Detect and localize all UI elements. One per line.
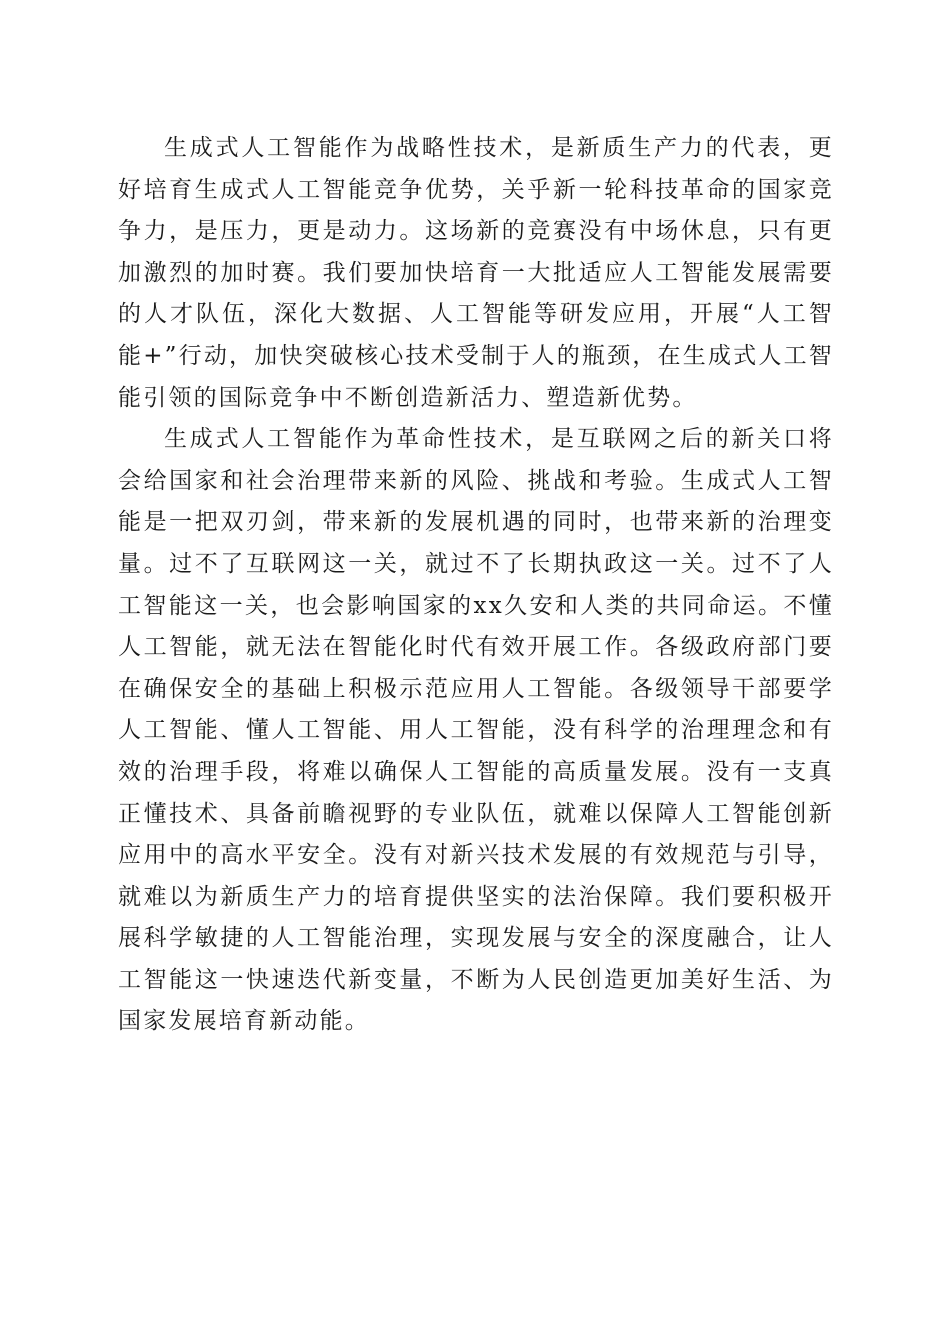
- paragraph-2: 生成式人工智能作为革命性技术，是互联网之后的新关口将会给国家和社会治理带来新的风险、挑战和考验。生成式人工智能是一把双刃剑，带来新的发展机遇的同时，也带来新的治理变量。过不了互联网这一关，就过不了长期执政这一关。过不了人工智能这一关，也会影响国家的xx久安和人类的共同命运。不懂人工智能，就无法在智能化时代有效开展工作。各级政府部门要在确保安全的基础上积极示范应用人工智能。各级领导干部要学人工智能、懂人工智能、用人工智能，没有科学的治理理念和有效的治理手段，将难以确保人工智能的高质量发展。没有一支真正懂技术、具备前瞻视野的专业队伍，就难以保障人工智能创新应用中的高水平安全。没有对新兴技术发展的有效规范与引导，就难以为新质生产力的培育提供坚实的法治保障。我们要积极开展科学敏捷的人工智能治理，实现发展与安全的深度融合，让人工智能这一快速迭代新变量，不断为人民创造更加美好生活、为国家发展培育新动能。: [118, 426, 834, 1035]
- document-body: [118, 128, 834, 1043]
- paragraph-1: 生成式人工智能作为战略性技术，是新质生产力的代表，更好培育生成式人工智能竞争优势，关乎新一轮科技革命的国家竞争力，是压力，更是动力。这场新的竞赛没有中场休息，只有更加激烈的加时赛。我们要加快培育一大批适应人工智能发展需要的人才队伍，深化大数据、人工智能等研发应用，开展“人工智能+”行动，加快突破核心技术受制于人的瓶颈，在生成式人工智能引领的国际竞争中不断创造新活力、塑造新优势。: [118, 135, 834, 411]
